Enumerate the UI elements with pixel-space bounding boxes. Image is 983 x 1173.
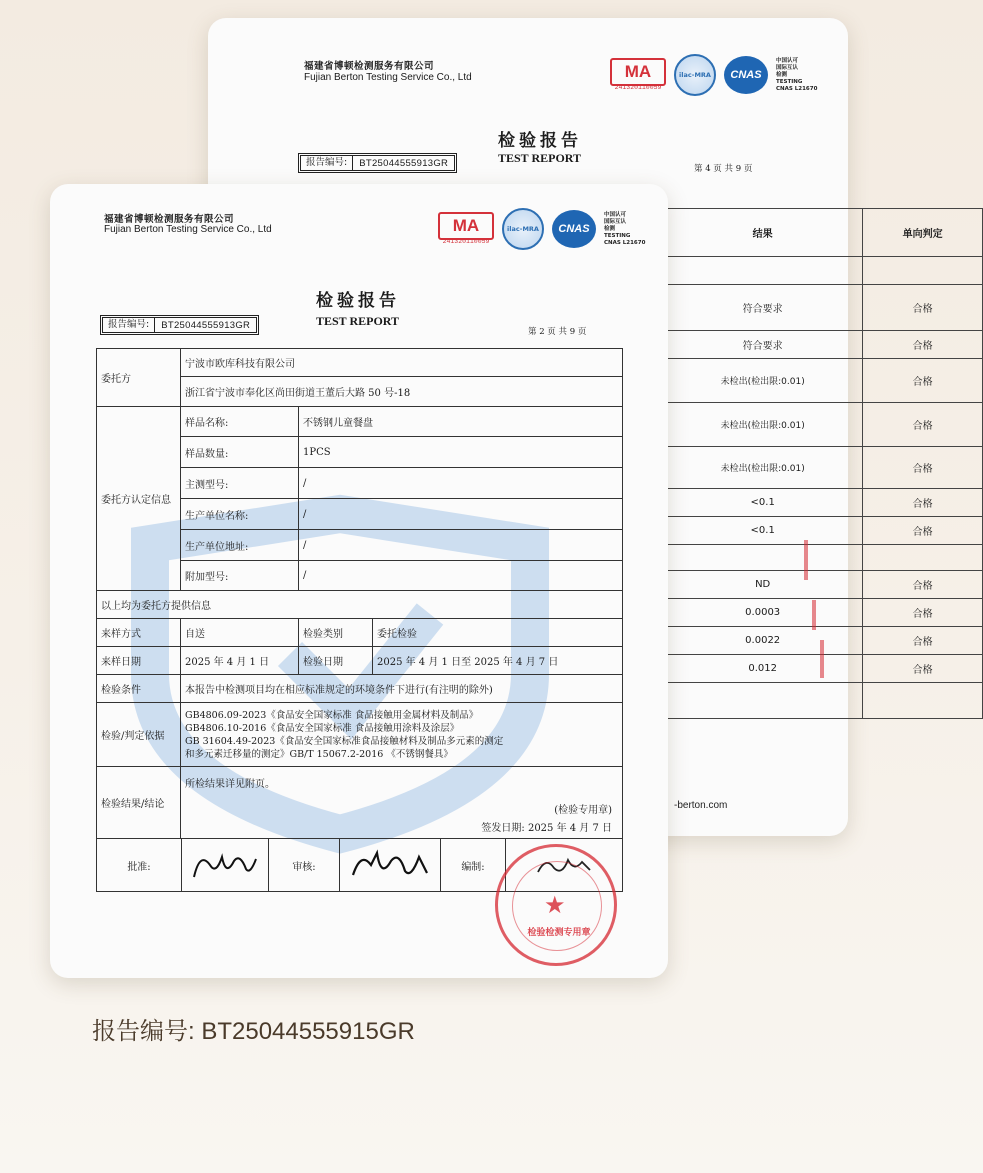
basis-label: 检验/判定依据 <box>97 703 181 767</box>
condition-label: 检验条件 <box>97 675 181 703</box>
approve-label: 批准: <box>127 861 151 873</box>
edit-label: 编制: <box>461 861 485 873</box>
client-info-label: 委托方认定信息 <box>97 407 181 591</box>
report-number-caption: 报告编号: BT25044555915GR <box>92 1018 415 1045</box>
review-label: 审核: <box>292 861 316 873</box>
arrival-method: 自送 <box>181 619 299 647</box>
sample-name-label: 样品名称: <box>181 407 299 437</box>
maker-label: 生产单位名称: <box>181 499 299 530</box>
report-info-table <box>96 348 623 892</box>
test-date-label: 检验日期 <box>299 647 373 675</box>
seal-note: (检验专用章) <box>554 805 613 816</box>
back-results-table: 结果 单向判定 符合要求 合格 符合要求 合格 未检出(检出限:0.01) 合格 未检出(检出限:0.01) 合格 未检出(检出限:0.01) 合格 <0.1 合格 <0.1 合格 ND 合格 0.0003 合格 0.0022 合格 0.012 合格 <box>663 208 983 719</box>
maker-addr-value: / <box>299 530 623 561</box>
extra-model-label: 附加型号: <box>181 561 299 591</box>
result-text: 所检结果详见附页。 <box>185 779 275 790</box>
company-name-en: Fujian Berton Testing Service Co., Ltd <box>304 72 472 83</box>
page-number: 第 2 页 共 9 页 <box>528 327 587 337</box>
review-signature <box>339 839 441 891</box>
report-title-en: TEST REPORT <box>498 151 582 165</box>
partial-seal-marks <box>800 540 830 680</box>
test-date: 2025 年 4 月 1 日至 2025 年 4 月 7 日 <box>373 647 623 675</box>
arrival-date-label: 来样日期 <box>97 647 181 675</box>
ilac-mra-logo-icon: ilac-MRA <box>674 54 716 96</box>
approve-signature <box>181 839 269 891</box>
cma-logo-icon: MA 241320110059 <box>438 212 494 246</box>
test-type: 委托检验 <box>373 619 623 647</box>
inspection-seal-icon: ★ 检验检测专用章 <box>495 844 617 966</box>
model-value: / <box>299 468 623 499</box>
accreditation-logos <box>610 54 817 96</box>
col-verdict-header: 单向判定 <box>863 209 983 257</box>
front-report-page <box>50 184 668 978</box>
arrival-method-label: 来样方式 <box>97 619 181 647</box>
client-name: 宁波市欧库科技有限公司 <box>181 349 623 377</box>
result-label: 检验结果/结论 <box>97 767 181 839</box>
maker-value: / <box>299 499 623 530</box>
result-cell <box>181 767 623 839</box>
basis-standards: GB4806.09-2023《食品安全国家标准 食品接触用金属材料及制品》 GB4806.10-2016《食品安全国家标准 食品接触用涂料及涂层》 GB 31604.49-2023《食品安全国家标准食品接触材料及制品多元素的测定 和多元素迁移量的测定》GB/T 15067.2-2016 《不锈钢餐具》 <box>181 703 623 767</box>
col-result-header: 结果 <box>663 209 863 257</box>
sample-name: 不锈钢儿童餐盘 <box>299 407 623 437</box>
cnas-note: 中国认可 国际互认 检测 TESTING CNAS L21670 <box>604 211 646 246</box>
client-label: 委托方 <box>97 349 181 407</box>
condition-text: 本报告中检测项目均在相应标准规定的环境条件下进行(有注明的除外) <box>181 675 623 703</box>
accreditation-logos <box>438 208 645 250</box>
report-title-en: TEST REPORT <box>316 314 400 328</box>
cnas-logo-icon: CNAS <box>724 56 768 94</box>
cnas-note: 中国认可 国际互认 检测 TESTING CNAS L21670 <box>776 57 818 92</box>
report-title-cn: 检验报告 <box>316 291 400 311</box>
sample-qty: 1PCS <box>299 437 623 468</box>
maker-addr-label: 生产单位地址: <box>181 530 299 561</box>
report-number-box: 报告编号: BT25044555913GR <box>102 317 257 333</box>
website-text: -berton.com <box>674 800 728 811</box>
model-label: 主测型号: <box>181 468 299 499</box>
client-address: 浙江省宁波市奉化区尚田街道王董后大路 50 号-18 <box>181 377 623 407</box>
company-name-en: Fujian Berton Testing Service Co., Ltd <box>104 224 272 235</box>
arrival-date: 2025 年 4 月 1 日 <box>181 647 299 675</box>
test-type-label: 检验类别 <box>299 619 373 647</box>
report-number-box: 报告编号: BT25044555913GR <box>300 155 455 171</box>
extra-model-value: / <box>299 561 623 591</box>
ilac-mra-logo-icon: ilac-MRA <box>502 208 544 250</box>
company-name-cn: 福建省博顿检测服务有限公司 <box>104 214 235 225</box>
sample-qty-label: 样品数量: <box>181 437 299 468</box>
company-name-cn: 福建省博顿检测服务有限公司 <box>304 61 435 72</box>
sign-date: 签发日期: 2025 年 4 月 7 日 <box>481 823 613 834</box>
cnas-logo-icon: CNAS <box>552 210 596 248</box>
client-provided-note: 以上均为委托方提供信息 <box>97 591 623 619</box>
page-number: 第 4 页 共 9 页 <box>694 164 753 174</box>
cma-logo-icon: MA 241320110059 <box>610 58 666 92</box>
report-title-cn: 检验报告 <box>498 131 582 151</box>
